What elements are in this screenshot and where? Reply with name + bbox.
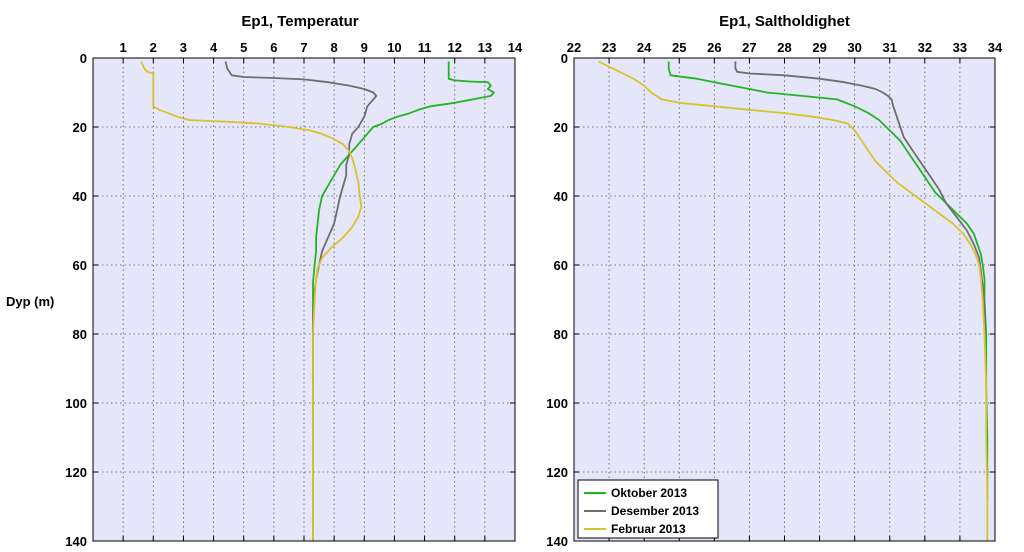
temperature-x-tick-label: 3 <box>179 40 188 55</box>
salinity-x-tick-label: 29 <box>812 40 827 55</box>
legend-label: Oktober 2013 <box>611 486 688 500</box>
salinity-x-tick-label: 24 <box>636 40 652 55</box>
legend <box>578 480 718 538</box>
temperature-y-tick-label: 0 <box>79 51 87 66</box>
salinity-y-tick-label: 60 <box>553 258 568 273</box>
temperature-x-tick-label: 6 <box>270 40 278 55</box>
temperature-y-tick-label: 140 <box>65 534 87 549</box>
temperature-y-tick-label: 20 <box>72 120 87 135</box>
salinity-x-tick-label: 25 <box>672 40 687 55</box>
salinity-chart-title: Ep1, Saltholdighet <box>719 13 850 30</box>
temperature-y-tick-label: 80 <box>72 327 87 342</box>
legend-label: Februar 2013 <box>611 522 686 536</box>
salinity-y-tick-label: 0 <box>560 51 568 66</box>
salinity-x-tick-label: 31 <box>882 40 897 55</box>
temperature-x-tick-label: 5 <box>240 40 248 55</box>
salinity-y-tick-label: 100 <box>546 396 568 411</box>
temperature-x-tick-label: 8 <box>330 40 338 55</box>
temperature-x-tick-label: 7 <box>300 40 308 55</box>
temperature-x-tick-label: 9 <box>360 40 368 55</box>
temperature-chart <box>65 13 523 549</box>
salinity-chart <box>546 13 1003 549</box>
salinity-y-tick-label: 20 <box>553 120 568 135</box>
salinity-y-tick-label: 120 <box>546 465 568 480</box>
temperature-x-tick-label: 2 <box>149 40 157 55</box>
salinity-y-tick-label: 40 <box>553 189 568 204</box>
y-axis-label: Dyp (m) <box>6 294 55 309</box>
salinity-x-tick-label: 32 <box>917 40 933 55</box>
temperature-y-tick-label: 100 <box>65 396 87 411</box>
temperature-x-tick-label: 12 <box>447 40 462 55</box>
temperature-x-tick-label: 11 <box>417 40 432 55</box>
temperature-y-tick-label: 120 <box>65 465 87 480</box>
salinity-x-tick-label: 22 <box>566 40 582 55</box>
temperature-x-tick-label: 4 <box>209 40 218 55</box>
salinity-x-tick-label: 26 <box>707 40 722 55</box>
temperature-x-tick-label: 1 <box>119 40 127 55</box>
temperature-chart-title: Ep1, Temperatur <box>241 13 359 30</box>
temperature-x-tick-label: 14 <box>507 40 523 55</box>
salinity-x-tick-label: 28 <box>777 40 792 55</box>
salinity-x-tick-label: 23 <box>601 40 617 55</box>
salinity-x-tick-label: 27 <box>742 40 757 55</box>
salinity-x-tick-label: 34 <box>987 40 1003 55</box>
salinity-y-tick-label: 140 <box>546 534 568 549</box>
temperature-x-tick-label: 13 <box>477 40 493 55</box>
salinity-x-tick-label: 30 <box>847 40 862 55</box>
temperature-y-tick-label: 60 <box>72 258 87 273</box>
temperature-y-tick-label: 40 <box>72 189 87 204</box>
legend-label: Desember 2013 <box>611 504 700 518</box>
temperature-x-tick-label: 10 <box>387 40 402 55</box>
salinity-x-tick-label: 33 <box>952 40 968 55</box>
salinity-y-tick-label: 80 <box>553 327 568 342</box>
